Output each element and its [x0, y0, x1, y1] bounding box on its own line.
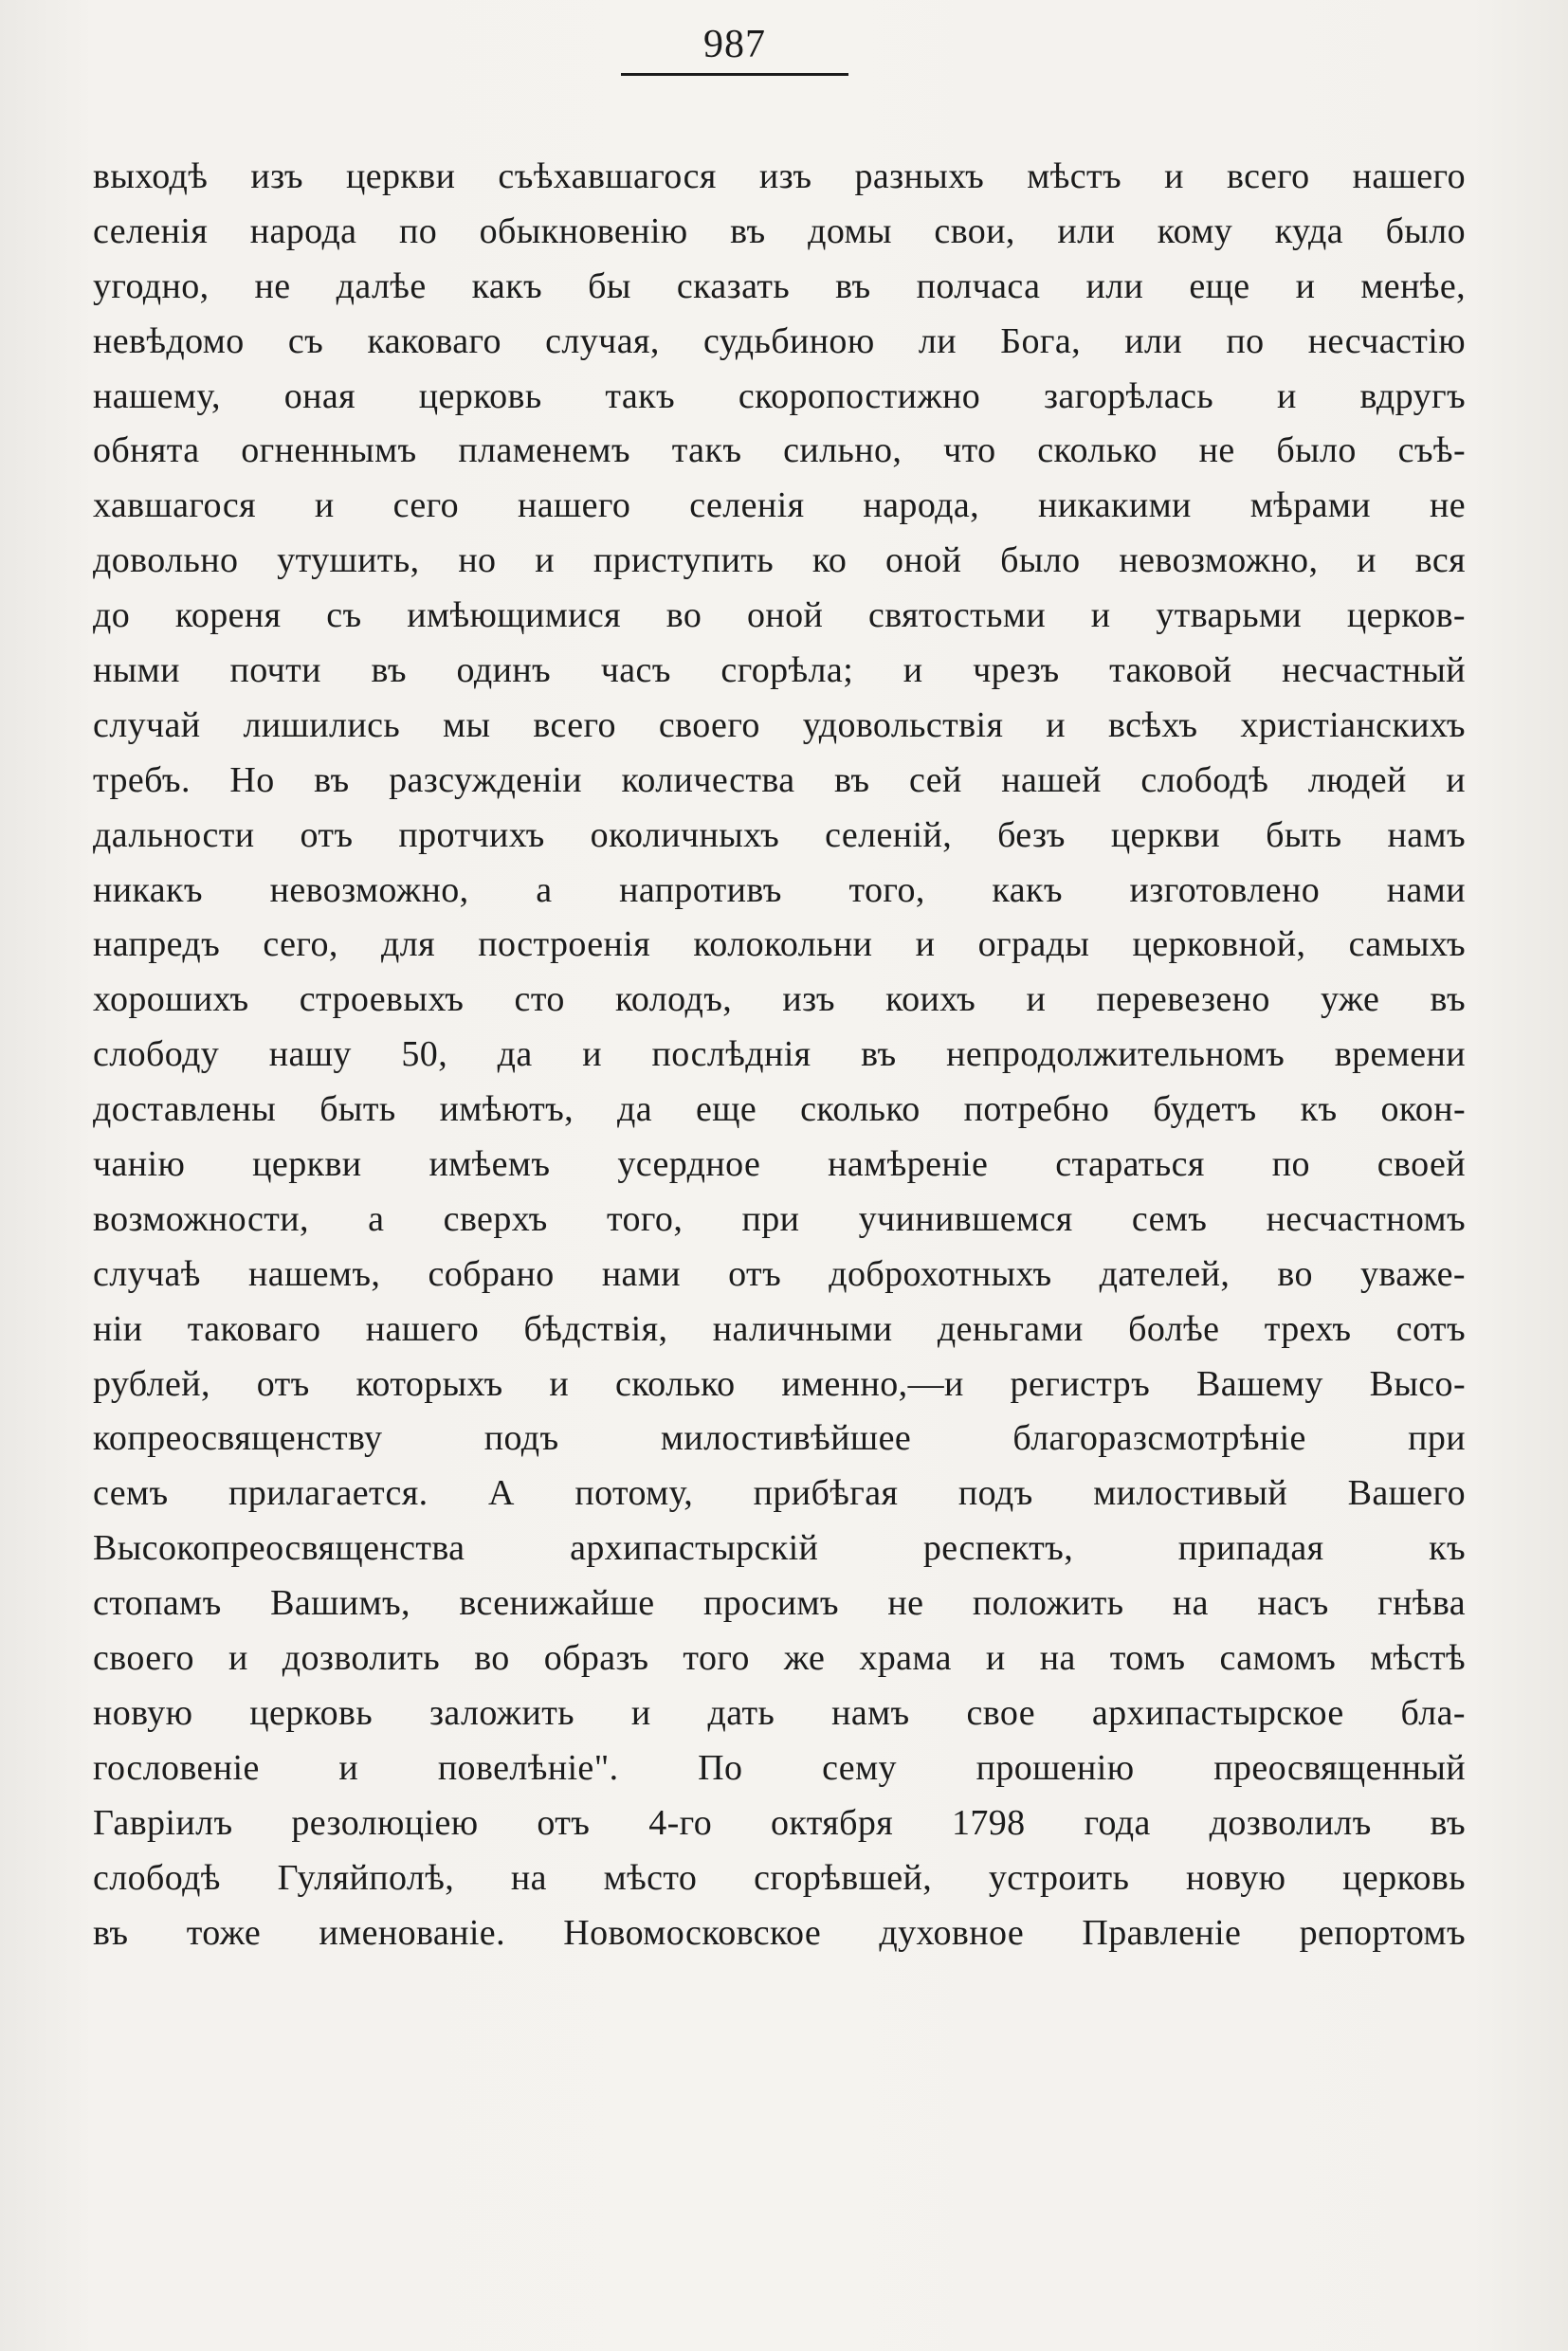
- text-line: доставлены быть имѣютъ, да еще сколько потребно будетъ къ окон-: [93, 1089, 1466, 1130]
- text-line: въ тоже именованіе. Новомосковское духовное Правленіе репортомъ: [93, 1912, 1466, 1953]
- text-line: своего и дозволить во образъ того же храма и на томъ самомъ мѣстѣ: [93, 1638, 1466, 1679]
- text-line: хавшагося и сего нашего селенія народа, никакими мѣрами не: [93, 485, 1466, 526]
- text-line: Гавріилъ резолюціею отъ 4-го октября 1798 года дозволилъ въ: [93, 1802, 1466, 1843]
- text-line: чанію церкви имѣемъ усердное намѣреніе стараться по своей: [93, 1144, 1466, 1185]
- text-line: обнята огненнымъ пламенемъ такъ сильно, что сколько не было съѣ-: [93, 430, 1466, 471]
- text-line: требъ. Но въ разсужденіи количества въ сей нашей слободѣ людей и: [93, 759, 1466, 800]
- text-line: случай лишились мы всего своего удовольствія и всѣхъ христіанскихъ: [93, 704, 1466, 745]
- text-line: невѣдомо съ каковаго случая, судьбиною ли Бога, или по несчастію: [93, 320, 1466, 361]
- text-line: случаѣ нашемъ, собрано нами отъ доброхотныхъ дателей, во уваже-: [93, 1253, 1466, 1294]
- text-line: хорошихъ строевыхъ сто колодъ, изъ коихъ и перевезено уже въ: [93, 979, 1466, 1020]
- text-line: гословеніе и повелѣніе". По сему прошенію преосвященный: [93, 1747, 1466, 1788]
- text-line: дальности отъ протчихъ околичныхъ селеній, безъ церкви быть намъ: [93, 814, 1466, 855]
- text-line: Высокопреосвященства архипастырскій респектъ, припадая къ: [93, 1528, 1466, 1569]
- text-line: до кореня съ имѣющимися во оной святостьми и утварьми церков-: [93, 595, 1466, 636]
- text-line: ніи таковаго нашего бѣдствія, наличными деньгами болѣе трехъ сотъ: [93, 1308, 1466, 1349]
- text-line: никакъ невозможно, а напротивъ того, какъ изготовлено нами: [93, 869, 1466, 910]
- page-number: 987: [703, 23, 766, 66]
- text-line: новую церковь заложить и дать намъ свое архипастырское бла-: [93, 1692, 1466, 1733]
- text-line: рублей, отъ которыхъ и сколько именно,—и регистръ Вашему Высо-: [93, 1363, 1466, 1404]
- text-line: стопамъ Вашимъ, всенижайше просимъ не положить на насъ гнѣва: [93, 1583, 1466, 1624]
- text-line: ными почти въ одинъ часъ сгорѣла; и чрезъ таковой несчастный: [93, 650, 1466, 691]
- text-line: угодно, не далѣе какъ бы сказать въ полчаса или еще и менѣе,: [93, 265, 1466, 306]
- text-line: копреосвященству подъ милостивѣйшее благоразсмотрѣніе при: [93, 1418, 1466, 1459]
- text-line: нашему, оная церковь такъ скоропостижно загорѣлась и вдругъ: [93, 375, 1466, 416]
- text-line: слободѣ Гуляйполѣ, на мѣсто сгорѣвшей, устроить новую церковь: [93, 1857, 1466, 1898]
- text-line: семъ прилагается. А потому, прибѣгая подъ милостивый Вашего: [93, 1473, 1466, 1514]
- text-line: возможности, а сверхъ того, при учинившемся семъ несчастномъ: [93, 1198, 1466, 1239]
- text-line: селенія народа по обыкновенію въ домы свои, или кому куда было: [93, 210, 1466, 251]
- body-text: [93, 150, 1466, 1960]
- text-line: напредъ сего, для построенія колокольни и ограды церковной, самыхъ: [93, 924, 1466, 965]
- text-line: довольно утушить, но и приступить ко оной было невозможно, и вся: [93, 540, 1466, 581]
- text-line: слободу нашу 50, да и послѣднія въ непродолжительномъ времени: [93, 1034, 1466, 1075]
- page-number-rule: [621, 73, 848, 76]
- text-line: выходѣ изъ церкви съѣхавшагося изъ разныхъ мѣстъ и всего нашего: [93, 156, 1466, 196]
